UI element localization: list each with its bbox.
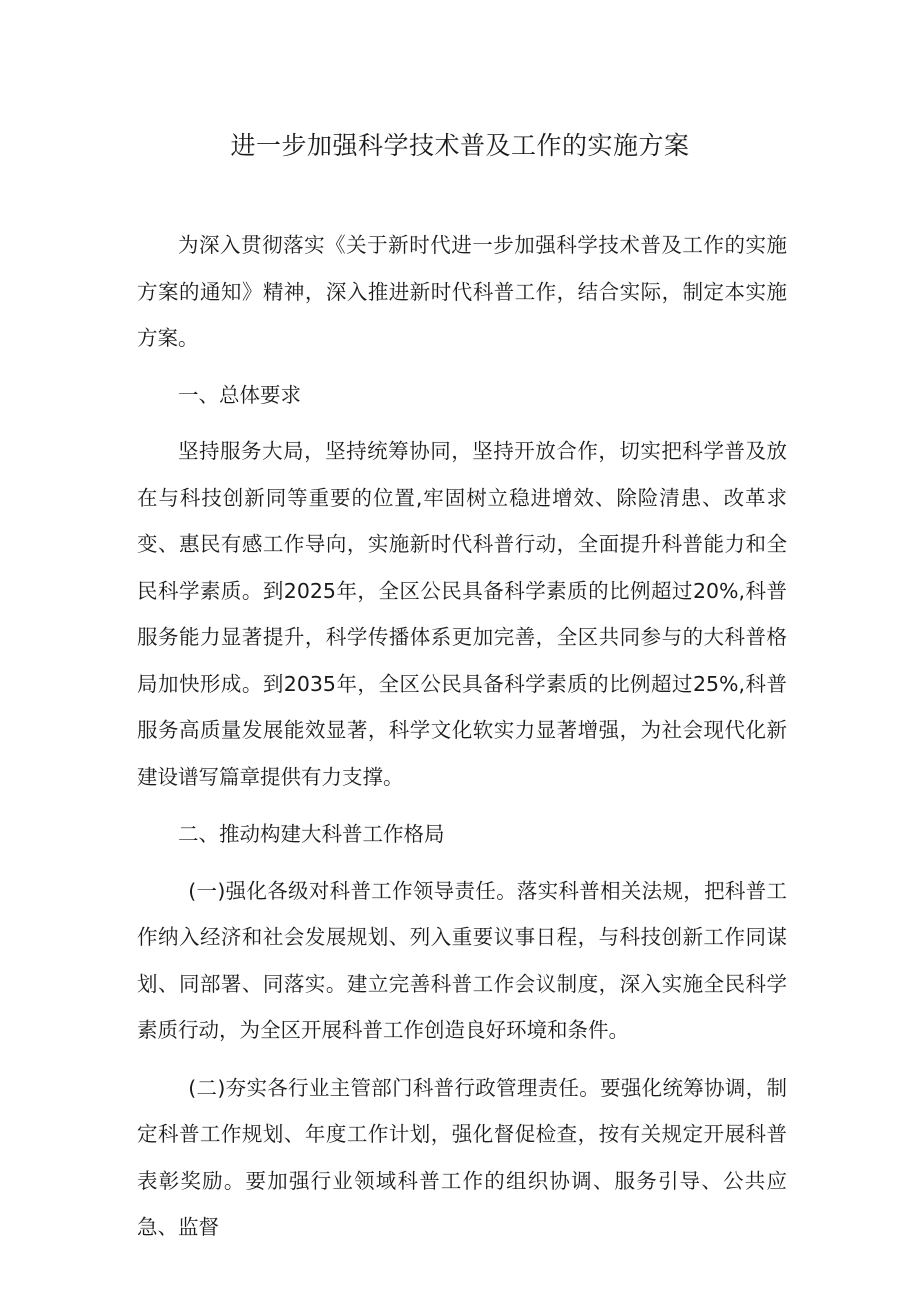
item-2-paragraph: (二)夯实各行业主管部门科普行政管理责任。要强化统筹协调，制定科普工作规划、年度工作计划，强化督促检查，按有关规定开展科普表彰奖励。要加强行业领域科普工作的组织协调、服务引导、公共应急、监督 xyxy=(137,1075,787,1239)
section-heading-science-popularization-pattern: 二、推动构建大科普工作格局 xyxy=(178,822,445,846)
item-1-paragraph: (一)强化各级对科普工作领导责任。落实科普相关法规，把科普工作纳入经济和社会发展规划、列入重要议事日程，与科技创新工作同谋划、同部署、同落实。建立完善科普工作会议制度，深入实施全民科学素质行动，为全区开展科普工作创造良好环境和条件。 xyxy=(137,878,787,1042)
section-heading-general-requirements: 一、总体要求 xyxy=(178,382,301,407)
document-title: 进一步加强科学技术普及工作的实施方案 xyxy=(230,131,690,160)
document-body xyxy=(137,222,787,1251)
intro-paragraph: 为深入贯彻落实《关于新时代进一步加强科学技术普及工作的实施方案的通知》精神，深入推进新时代科普工作，结合实际，制定本实施方案。 xyxy=(137,233,787,350)
general-requirements-paragraph: 坚持服务大局，坚持统筹协同，坚持开放合作，切实把科学普及放在与科技创新同等重要的位置,牢固树立稳进增效、除险清患、改革求变、惠民有感工作导向，实施新时代科普行动，全面提升科普能力和全民科学素质。到2025年，全区公民具备科学素质的比例超过20%,科普服务能力显著提升，科学传播体系更加完善，全区共同参与的大科普格局加快形成。到2035年，全区公民具备科学素质的比例超过25%,科普服务高质量发展能效显著，科学文化软实力显著增强，为社会现代化新建设谱写篇章提供有力支撑。 xyxy=(137,439,787,789)
